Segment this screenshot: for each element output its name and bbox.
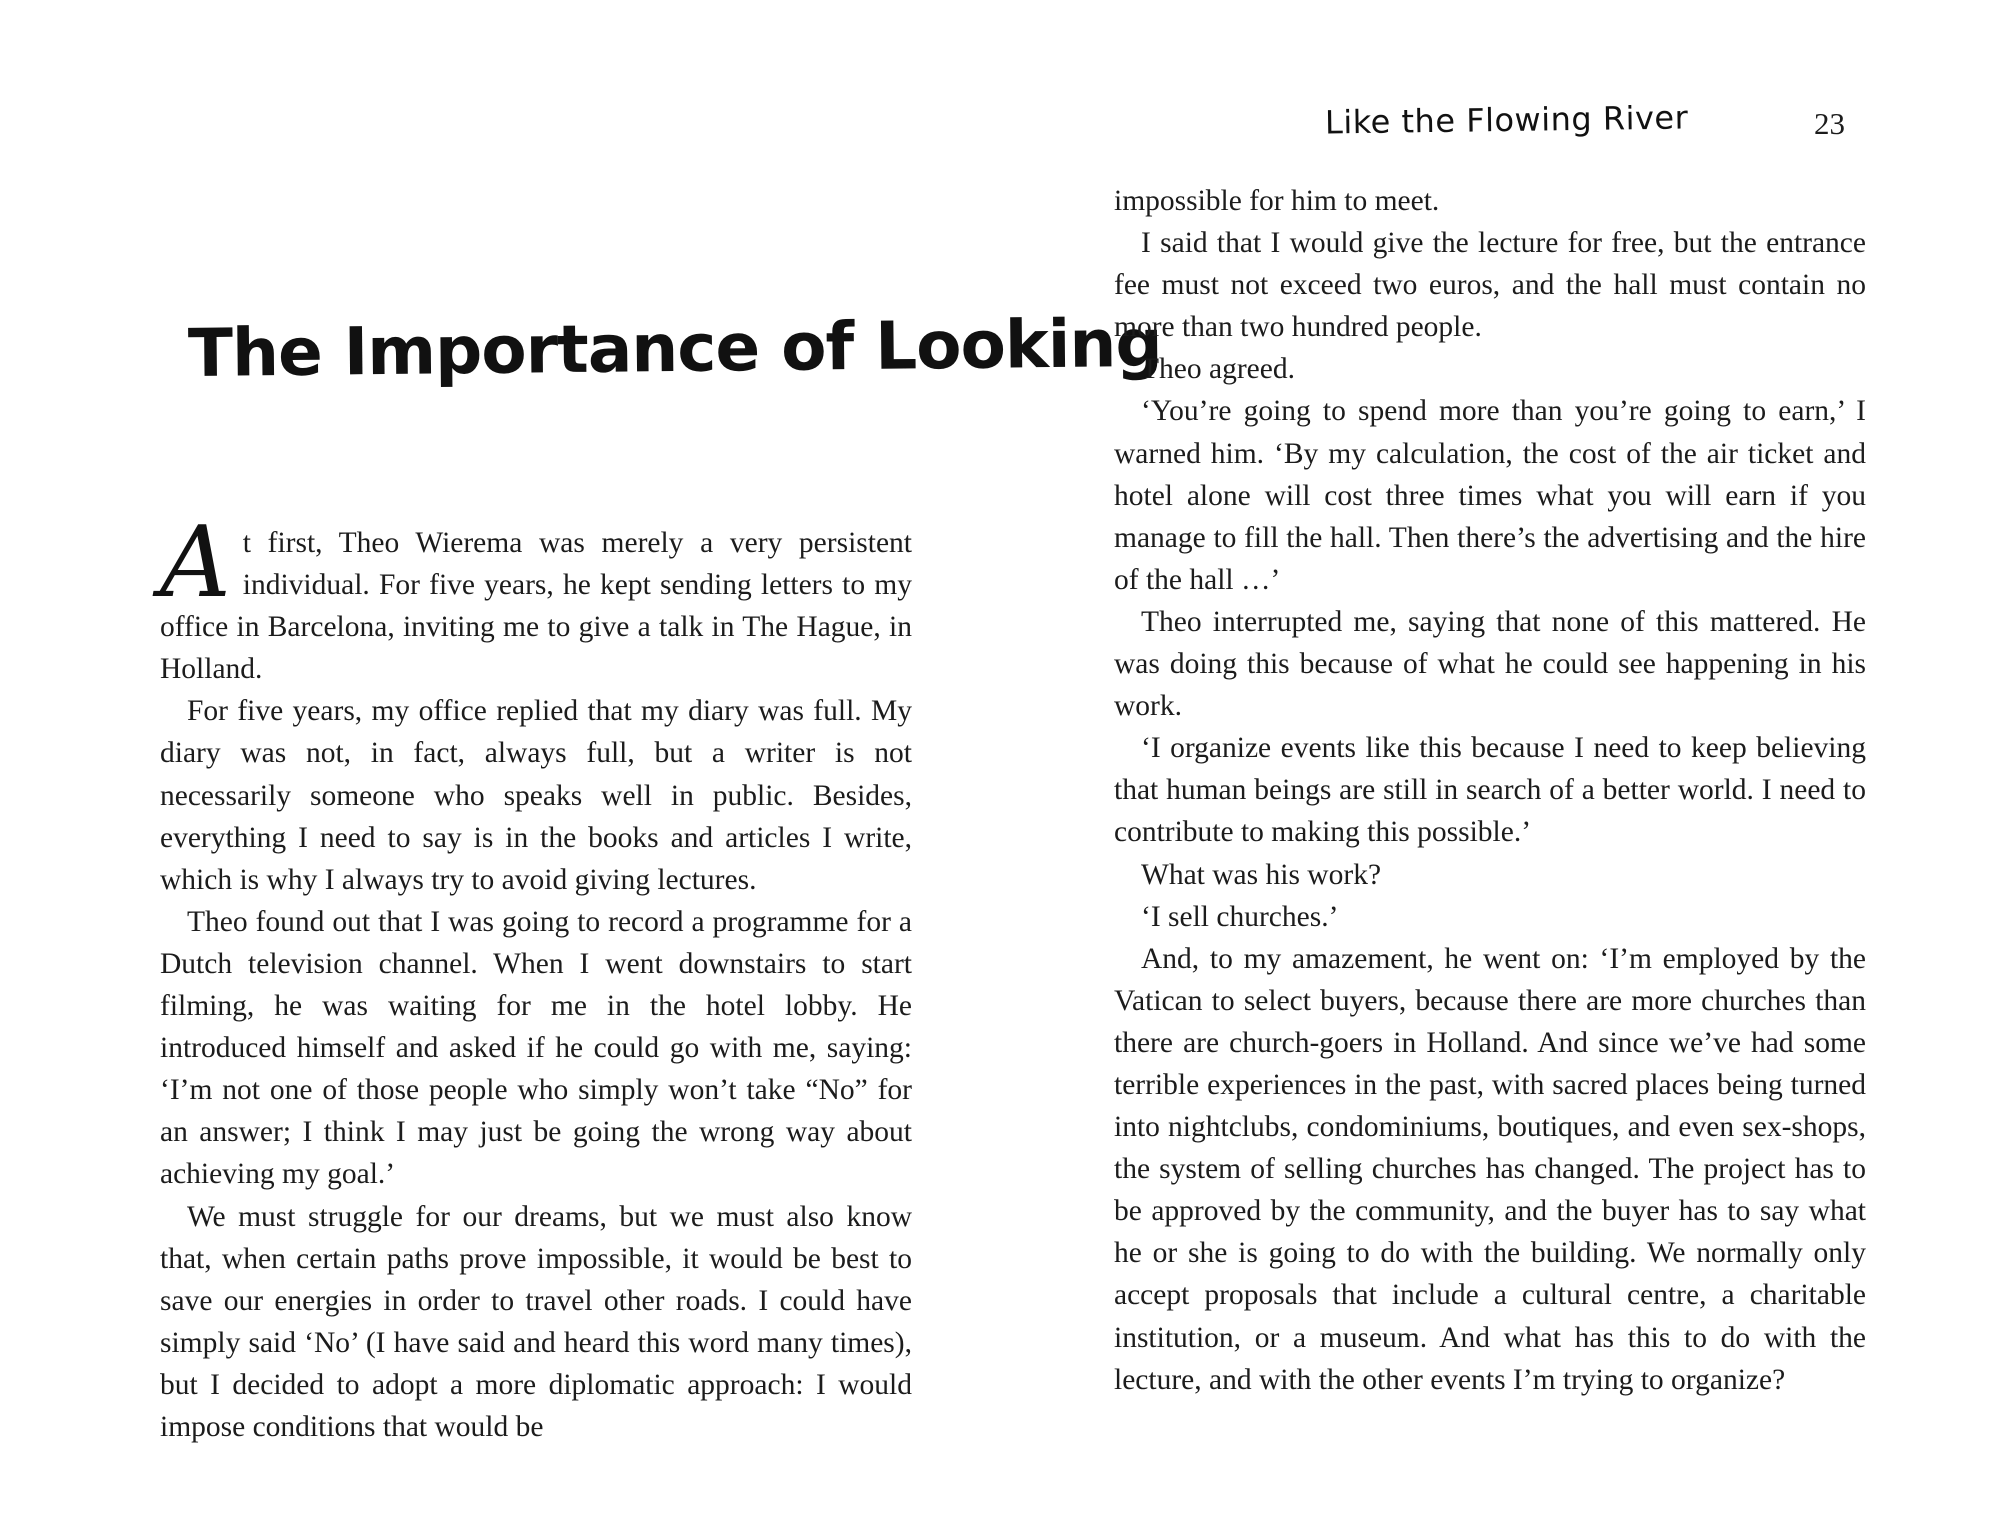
paragraph-8: Theo interrupted me, saying that none of this mattered. He was doing this because of what he could see happening in his work. [1114, 605, 1866, 723]
paragraph-5: I said that I would give the lecture for free, but the entrance fee must not exceed two euros, and the hall must contain no more than two hundred people. [1114, 227, 1866, 344]
chapter-title: The Importance of Looking [187, 304, 1163, 392]
right-page [1000, 0, 2000, 1534]
right-page-body [1114, 180, 1866, 1401]
paragraph-1-text: t first, Theo Wierema was merely a very persistent individual. For five years, he kept sending letters to my office in Barcelona, inviting me to give a talk in The Hague, in Holland. [160, 527, 912, 686]
paragraph-12: And, to my amazement, he went on: ‘I’m employed by the Vatican to select buyers, because there are more churches than there are church-goers in Holland. And since we’ve had some terrible experiences in the past, with sacred places being turned into nightclubs, condominiums, boutiques, and even sex-shops, the system of selling churches has changed. The project has to be approved by the community, and the buyer has to say what he or she is going to do with the building. We normally only accept proposals that include a cultural centre, a charitable institution, or a museum. And what has this to do with the lecture, and with the other events I’m trying to organize? [1114, 942, 1866, 1396]
paragraph-continued: impossible for him to meet. [1114, 185, 1440, 217]
paragraph-10: What was his work? [1141, 858, 1382, 891]
paragraph-2: For five years, my office replied that my diary was full. My diary was not, in fact, always full, but a writer is not necessarily someone who speaks well in public. Besides, everything I need to say is in the books and articles I write, which is why I always try to avoid giving lectures. [160, 695, 912, 896]
running-head: Like the Flowing River [1324, 98, 1689, 142]
dropcap: A [160, 506, 231, 620]
paragraph-4: We must struggle for our dreams, but we must also know that, when certain paths prove impossible, it would be best to save our energies in order to travel other roads. I could have simply said ‘No’ (I have said and heard this word many times), but I decided to adopt a more diplomatic approach: I would impose conditions that would be [160, 1200, 912, 1443]
paragraph-6: Theo agreed. [1141, 353, 1295, 386]
paragraph-3: Theo found out that I was going to record a programme for a Dutch television channel. When I went downstairs to start filming, he was waiting for me in the hotel lobby. He introduced himself and asked if he could go with me, saying: ‘I’m not one of those people who simply won’t take “No” for an answer; I think I may just be going the wrong way about achieving my goal.’ [160, 905, 912, 1191]
paragraph-7: ‘You’re going to spend more than you’re going to earn,’ I warned him. ‘By my calculation, the cost of the air ticket and hotel alone will cost three times what you will earn if you manage to fill the hall. Then there’s the advertising and the hire of the hall …’ [1114, 395, 1866, 596]
paragraph-9: ‘I organize events like this because I need to keep believing that human beings are still in search of a better world. I need to contribute to making this possible.’ [1114, 732, 1866, 849]
paragraph-1 [160, 506, 912, 690]
page-number: 23 [1814, 106, 1845, 141]
left-page-body [160, 506, 912, 1448]
paragraph-11: ‘I sell churches.’ [1141, 900, 1339, 933]
